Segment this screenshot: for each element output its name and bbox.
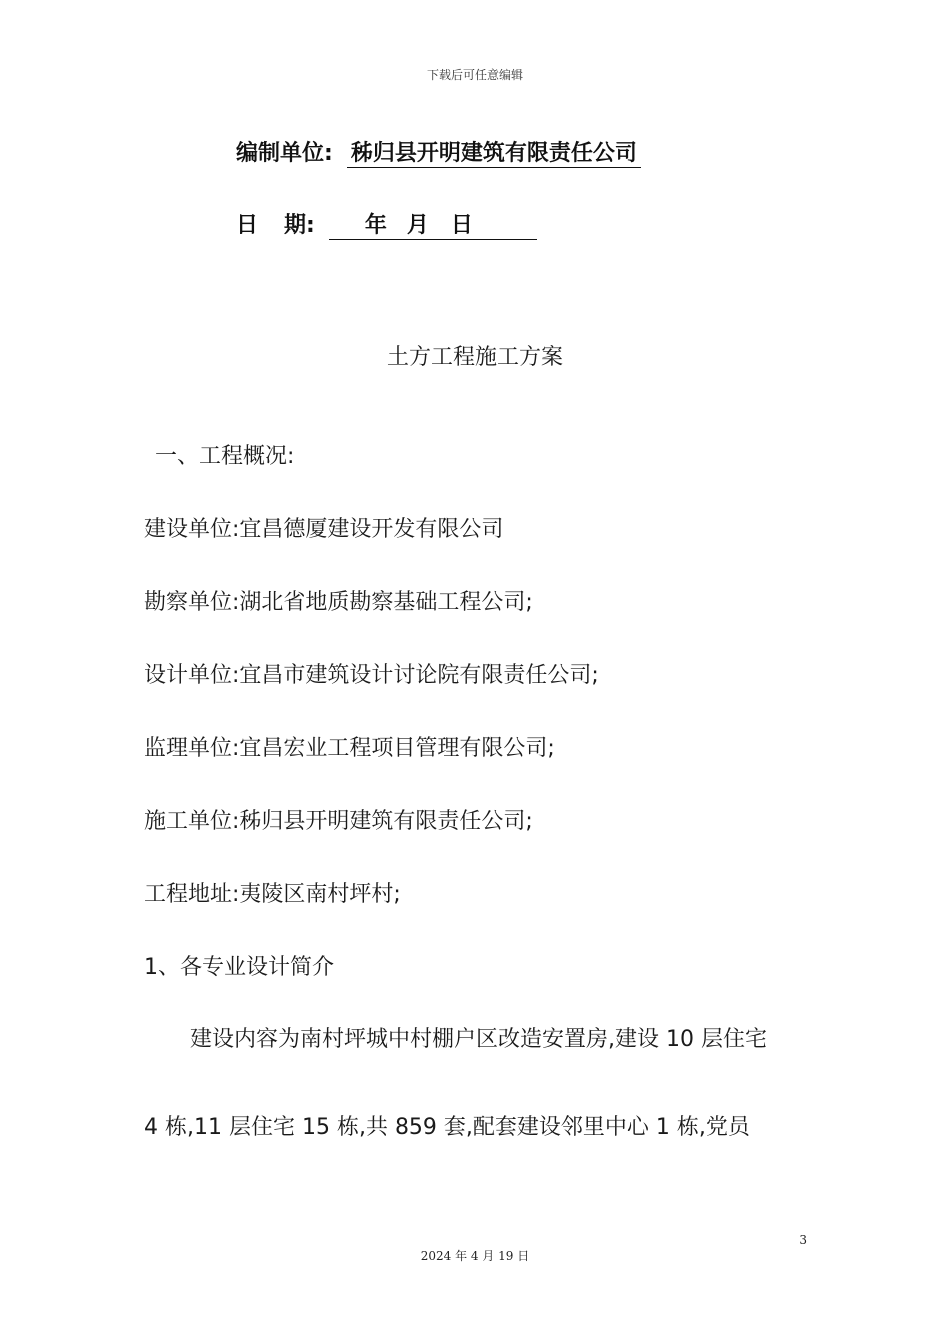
section-heading: 一、工程概况:: [155, 444, 295, 469]
date-label-first: 日: [236, 213, 259, 238]
date-day: 日: [450, 213, 473, 238]
design-unit: 设计单位:宜昌市建筑设计讨论院有限责任公司;: [144, 663, 599, 688]
contractor-unit: 施工单位:秭归县开明建筑有限责任公司;: [144, 809, 533, 834]
date-label: [236, 208, 315, 239]
date-line: [236, 208, 537, 240]
compiling-unit-value: 秭归县开明建筑有限责任公司: [347, 141, 641, 168]
date-month: 月: [406, 213, 429, 238]
header-note: 下载后可任意编辑: [426, 68, 523, 82]
paragraph-line-1: 建设内容为南村坪城中村棚户区改造安置房,建设 10 层住宅: [190, 1027, 767, 1052]
compiling-unit-line: [236, 136, 641, 168]
page-number: 3: [799, 1233, 807, 1247]
survey-unit: 勘察单位:湖北省地质勘察基础工程公司;: [144, 590, 533, 615]
date-year: 年: [364, 213, 387, 238]
paragraph-line-2: 4 栋,11 层住宅 15 栋,共 859 套,配套建设邻里中心 1 栋,党员: [144, 1115, 750, 1140]
date-value: [329, 213, 537, 240]
supervision-unit: 监理单位:宜昌宏业工程项目管理有限公司;: [144, 736, 555, 761]
compiling-unit-label: 编制单位:: [236, 141, 333, 166]
construction-unit: 建设单位:宜昌德厦建设开发有限公司: [144, 517, 504, 542]
project-address: 工程地址:夷陵区南村坪村;: [144, 882, 401, 907]
subsection-heading: 1、各专业设计简介: [144, 955, 334, 980]
date-label-second: 期:: [284, 213, 315, 238]
footer-date: 2024 年 4 月 19 日: [420, 1249, 530, 1263]
document-title: 土方工程施工方案: [386, 345, 563, 370]
